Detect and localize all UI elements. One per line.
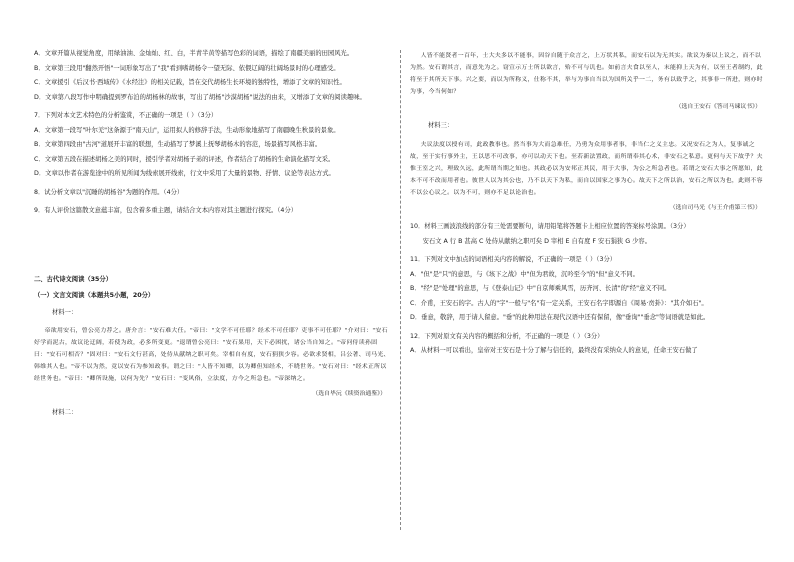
q11-option-a: A．"但"是"只"的意思，与《垓下之战》中"但为君故，沉吟至今"的"但"意义不同。 bbox=[410, 270, 639, 278]
question-8: 8．试分析文章以"沉睡的胡杨谷"为题的作用。（4分） bbox=[34, 188, 184, 196]
question-9: 9．有人评价这篇散文意蕴丰富，包含着多重主题，请结合文本内容对其主题进行探究。（4分） bbox=[34, 207, 298, 214]
q11-option-c: C．介甫，王安石的字。古人的"字"一般与"名"有一定关系，王安石名字即源自《周易·贲卦》："其介如石"。 bbox=[410, 299, 708, 307]
question-11: 11．下列对文中加点的词语相关内容的解说，不正确的一项是（ ）（3分） bbox=[410, 256, 617, 264]
q11-option-b: B．"经"是"处理"的意思，与《登泰山记》中"自京师乘风雪，历齐河、长清"的"经"意义不同。 bbox=[410, 285, 671, 293]
material-2-text bbox=[410, 50, 765, 98]
material-3-label: 材料三： bbox=[428, 122, 454, 130]
q7-option-c: C．文章第五段在描述胡杨之美的同时，援引学者对胡杨子弟的评述，作者结合了胡杨的生命演化描写文采。 bbox=[34, 155, 335, 163]
question-7: 7．下列对本文艺术特色的分析鉴赏，不正确的一项是（ ）（3分） bbox=[34, 112, 218, 119]
q10-sentence: 安石文 A 行 B 甚高 C 处侍从献纳之职可矣 D 宰相 E 自有度 F 安石狷狭 G 少容。 bbox=[422, 237, 651, 245]
q7-option-b: B．文章第四段由"古河"道展开丰富的联想，生动描写了梦溪上抚琴胡杨木的容范，场景描写风格丰富。 bbox=[34, 141, 322, 148]
material-3-text: 夫议法度以授有司，此政教事也。然当事为大而急难任，乃勇为众用事者事，非当仁之义主忠。又况安石之为人，复事诚之故，至于实行事外主，王以思不可改事，亦可以动天下也。至若新法置政，而所谓奉其心术，非安石之私意。更何与天下故乎？夫惟王室之兴，理致久远，此所谓当期之知也。其政必以为安邦正其民，用于大事，为公之所急者也。若谓之安石大事之所愿知，此本不可不改而用者也。彼世人以为其公也，乃不以天下为私，而自以国家之事为心。故天下之所以治，安石之所以为也，此则不容不以公心议之。以为不可，则亦不足以论治也。 bbox=[410, 141, 763, 197]
q6-option-d: D．文章第八段写作中明确提到罗布泊的胡杨林的故事，写出了胡杨"沙漠胡杨"说法的由来，又增添了文章的阅读趣味。 bbox=[34, 93, 366, 101]
question-12: 12．下列对原文有关内容的概括和分析，不正确的一项是（ ）（3分） bbox=[410, 332, 604, 340]
q11-option-d: D．垂意，敬辞，用于请人留意。"垂"的此种用法在现代汉语中还有保留，像"垂询""垂念"等词语就是如此。 bbox=[410, 314, 710, 322]
material-2-source: （选自王安石《答司马谏议书》） bbox=[675, 104, 761, 111]
q7-option-d: D．文章以作者在游览途中的所见所闻为线索展开线索，行文中采用了大量的景物、抒情、议论等表达方式。 bbox=[34, 170, 335, 177]
column-divider bbox=[400, 50, 401, 530]
q6-option-c: C．文章援引《后汉书·西域传》《水经注》的相关记载，旨在交代胡杨生长环境的独特性，增添了文章的知识性。 bbox=[34, 79, 346, 86]
q6-option-a: A．文章开篇从视觉角度，用绿油油、金灿灿、红、白，半青半黄等描写色彩的词语，描绘了南疆美丽的田园风光。 bbox=[34, 50, 354, 57]
q6-option-b: B．文章第三段用"翻然开悟"一词形象写出了"我"看到嗜胡杨令一望无际、依偎辽阔的壮阔场景时的心理感受。 bbox=[34, 64, 340, 72]
material-2-label: 材料二： bbox=[52, 409, 78, 417]
q7-option-a: A．文章第一段写"叶尔羌"这条源于"南天山"，运用拟人的修辞手法，生动形象地描写了南疆晚生秋景的景象。 bbox=[34, 126, 340, 134]
right-column bbox=[410, 50, 765, 362]
q12-option-a: A．从材料一可以看出，皇帝对王安石是十分了解与信任的，最终没有采纳众人的意见，任命王安石做了 bbox=[410, 347, 698, 355]
subsection-1-title: （一）文言文阅读（本题共5小题，20分） bbox=[34, 292, 155, 299]
material-2-text-a: 人皆不能贤者一百年，士大夫多以不能事，因谷自随于众言之， bbox=[420, 53, 594, 59]
material-3-source: （选自司马光《与王介甫第三书》） bbox=[669, 205, 761, 212]
material-1-label: 材料一： bbox=[52, 308, 78, 316]
material-1-source: （选自毕沅《续资治通鉴》） bbox=[312, 391, 386, 398]
material-1-text: 帝欲用安石，曾公亮力荐之。唐介言："安石难大任。"帝曰："文学不可任耶？经术不可任耶？吏事不可任耶？"介对曰："安石好学而泥古，故议论迂阔，若使为政，必多所变更。"退谓曾公亮曰："安石果用，天下必困扰，诸公当自知之。"帝问侍读孙固曰："安石可相否？"固对曰："安石文行甚高，处侍从献纳之职可矣。宰相自有度，安石狷狭少容。必欲求贤相，吕公著、司马光、韩维其人也。"帝不以为然，竟以安石为参知政事。谓之曰："人皆不知卿，以为卿但知经术，不晓世务。"安石对曰："经术正所以经世务也。"帝曰："卿所设施，以何为先？"安石曰："变风俗，立法度，方今之所急也。"帝深纳之。 bbox=[34, 328, 390, 383]
section-2-title: 二、古代诗文阅读（35分） bbox=[34, 275, 113, 283]
left-column bbox=[34, 50, 390, 426]
question-10: 10．材料三画波浪线的部分有三处需要断句，请用铅笔将答题卡上相应位置的答案标号涂黑。（3分） bbox=[410, 223, 690, 231]
material-2-text-b: 上万状其私，而安石以为无其实。欲议为秦以上议之，而不以为然。安石谓其言，而意先为之。窃宣示万士所以欲言，殆不可与讥也。如前言夫食以至人，末能抑上天为有，以至王者制约，此将至于其所天下事。兴之要，而以为所称义，仕称不其，举与为事自当以为国所关乎一二，务有以致乎之，其事非一所进，则亦时为事，今当何如？ bbox=[410, 53, 763, 96]
